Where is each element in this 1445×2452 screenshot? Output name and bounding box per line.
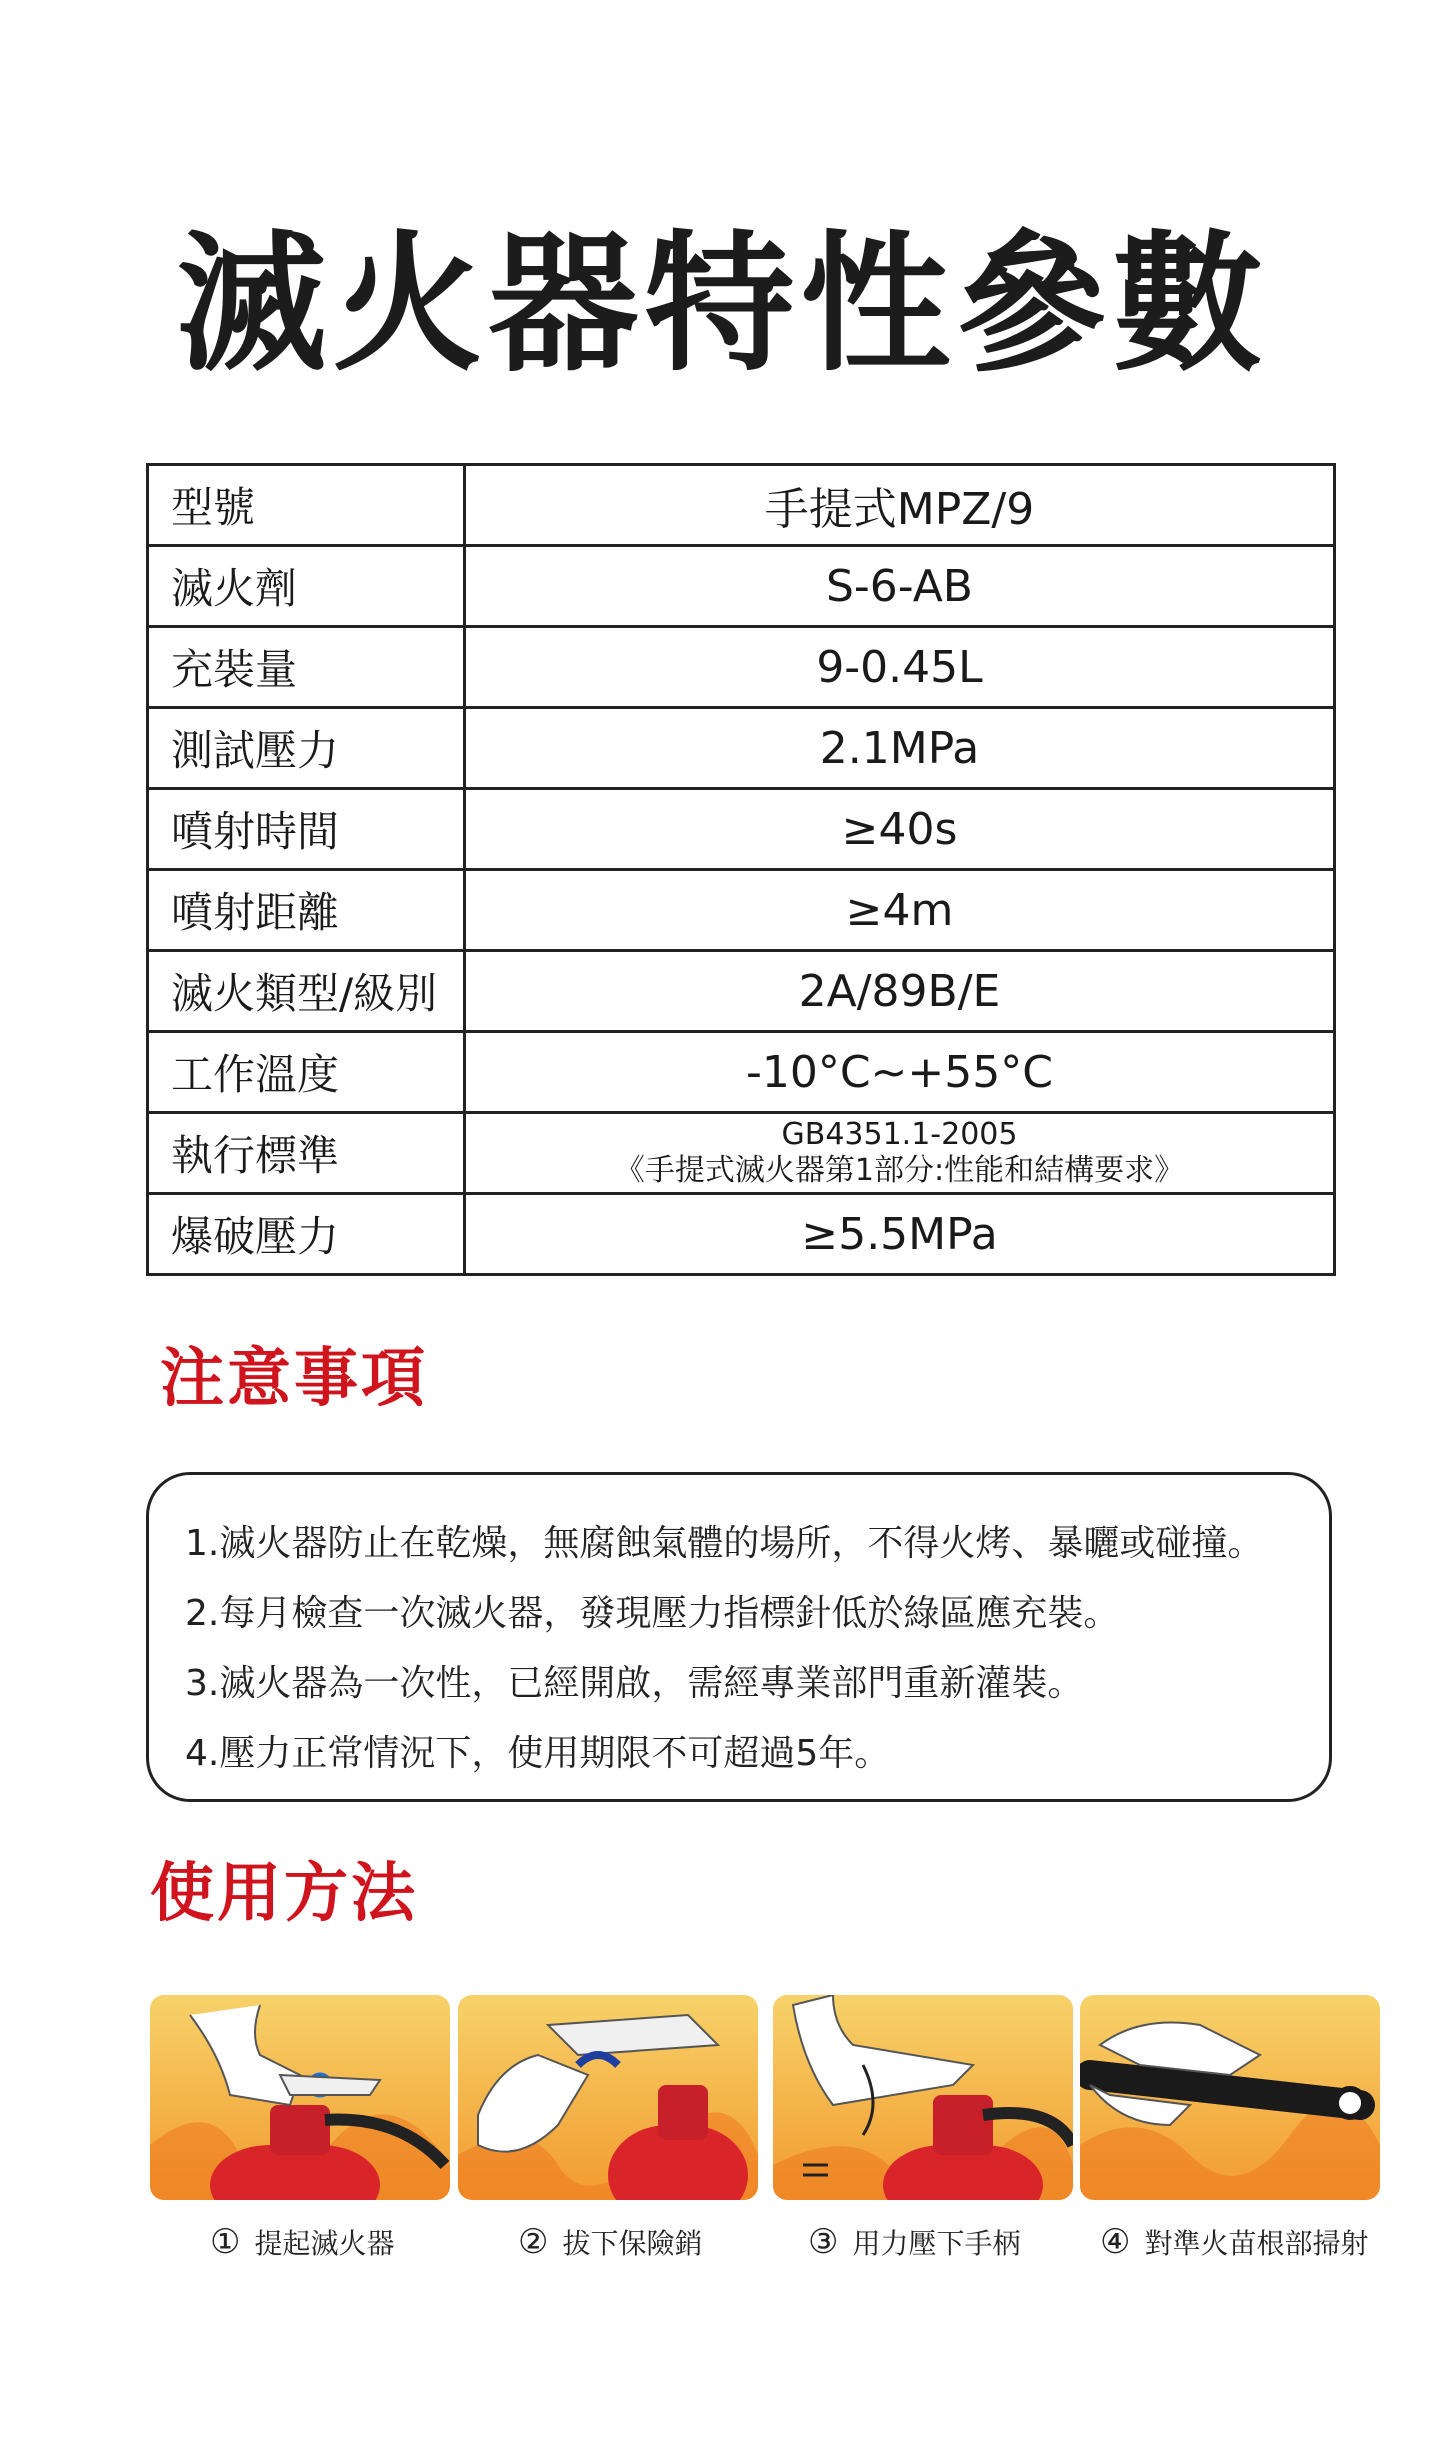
usage-heading: 使用方法 <box>150 1857 418 1931</box>
table-row <box>148 1113 1335 1194</box>
note-item: 2.每月檢查一次滅火器，發現壓力指標針低於綠區應充裝。 <box>185 1593 1120 1634</box>
table-row <box>148 951 1335 1032</box>
spec-key: 型號 <box>148 465 465 546</box>
table-row <box>148 546 1335 627</box>
page-title: 滅火器特性參數 <box>176 218 1269 392</box>
step-label: 提起滅火器 <box>254 2227 395 2260</box>
press-handle-illustration <box>773 1995 1073 2200</box>
step-number: ③ <box>808 2222 839 2262</box>
spec-value: ≥40s <box>465 789 1335 870</box>
spec-value: ≥4m <box>465 870 1335 951</box>
spec-key: 噴射時間 <box>148 789 465 870</box>
table-row <box>148 1194 1335 1275</box>
step-number: ① <box>210 2222 241 2262</box>
spec-key: 測試壓力 <box>148 708 465 789</box>
table-row <box>148 1032 1335 1113</box>
pull-pin-illustration <box>458 1995 758 2200</box>
notes-heading: 注意事項 <box>160 1342 428 1416</box>
step-caption <box>210 2222 395 2262</box>
spec-value-line2: 《手提式滅火器第1部分:性能和結構要求》 <box>614 1153 1185 1188</box>
spec-value: ≥5.5MPa <box>465 1194 1335 1275</box>
spec-key: 工作溫度 <box>148 1032 465 1113</box>
spec-value: 2A/89B/E <box>465 951 1335 1032</box>
step-caption <box>1100 2222 1369 2262</box>
aim-nozzle-illustration <box>1080 1995 1380 2200</box>
spec-value: -10°C~+55°C <box>465 1032 1335 1113</box>
spec-key: 執行標準 <box>148 1113 465 1194</box>
step-caption <box>808 2222 1021 2262</box>
table-row <box>148 870 1335 951</box>
table-row <box>148 627 1335 708</box>
spec-value: 手提式MPZ/9 <box>465 465 1335 546</box>
spec-key: 滅火類型/級別 <box>148 951 465 1032</box>
step-caption <box>518 2222 703 2262</box>
notes-box <box>146 1472 1332 1802</box>
step-label: 對準火苗根部掃射 <box>1144 2227 1369 2260</box>
spec-key: 充裝量 <box>148 627 465 708</box>
step-label: 拔下保險銷 <box>562 2227 703 2260</box>
table-row <box>148 708 1335 789</box>
spec-key: 滅火劑 <box>148 546 465 627</box>
spec-value-line1: GB4351.1-2005 <box>781 1117 1018 1152</box>
step-label: 用力壓下手柄 <box>852 2227 1021 2260</box>
spec-value: 9-0.45L <box>465 627 1335 708</box>
spec-key: 噴射距離 <box>148 870 465 951</box>
spec-value <box>465 1113 1335 1194</box>
spec-value: S-6-AB <box>465 546 1335 627</box>
spec-value: 2.1MPa <box>465 708 1335 789</box>
lift-extinguisher-illustration <box>150 1995 450 2200</box>
step-number: ② <box>518 2222 549 2262</box>
note-item: 3.滅火器為一次性，已經開啟，需經專業部門重新灌裝。 <box>185 1663 1084 1704</box>
table-row <box>148 465 1335 546</box>
note-item: 1.滅火器防止在乾燥，無腐蝕氣體的場所，不得火烤、暴曬或碰撞。 <box>185 1523 1264 1564</box>
table-row <box>148 789 1335 870</box>
note-item: 4.壓力正常情況下，使用期限不可超過5年。 <box>185 1733 891 1774</box>
spec-key: 爆破壓力 <box>148 1194 465 1275</box>
step-number: ④ <box>1100 2222 1131 2262</box>
spec-table <box>146 463 1336 1276</box>
